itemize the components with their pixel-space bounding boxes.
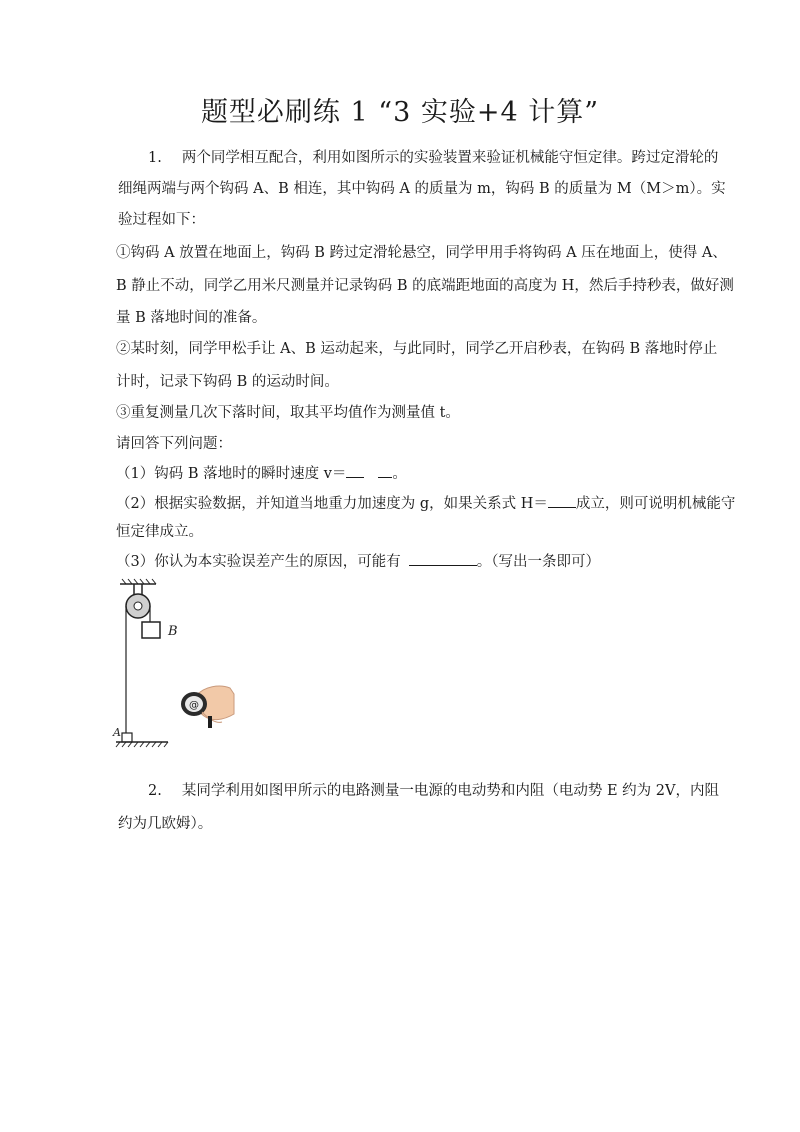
q1-step1-line-1: ①钩码 A 放置在地面上，钩码 B 跨过定滑轮悬空，同学甲用手将钩码 A 压在地面上，使得 A、 [116, 245, 727, 261]
page-title: 题型必刷练 1 “3 实验+4 计算” [200, 97, 600, 128]
q1-number: 1. [148, 150, 162, 166]
mass-b [142, 622, 160, 638]
answer-blank-1a[interactable] [346, 463, 364, 478]
label-a: A [113, 726, 121, 739]
q1-prompt: 请回答下列问题： [116, 436, 232, 452]
answer-blank-3[interactable] [409, 551, 477, 566]
answer-blank-1b[interactable] [378, 463, 392, 478]
q1-sub2-line-2: 恒定律成立。 [116, 524, 203, 540]
q1-intro-line-2: 细绳两端与两个钩码 A、B 相连，其中钩码 A 的质量为 m，钩码 B 的质量为 M（M＞m）。实 [118, 181, 726, 197]
q1-sub3: （3）你认为本实验误差产生的原因，可能有 。（写出一条即可） [116, 551, 600, 572]
stopwatch-hand-icon [181, 686, 234, 728]
ground [116, 742, 168, 747]
label-b: B [168, 624, 178, 639]
q1-step1-line-3: 量 B 落地时间的准备。 [116, 310, 267, 326]
answer-blank-2[interactable] [548, 493, 576, 508]
q1-intro-line-1: 1. 两个同学相互配合，利用如图所示的实验装置来验证机械能守恒定律。跨过定滑轮的 [148, 150, 719, 166]
pulley-apparatus-figure [112, 576, 242, 748]
q1-step3: ③重复测量几次下落时间，取其平均值作为测量值 t。 [116, 405, 460, 421]
q2-number: 2. [148, 783, 162, 799]
mass-a [122, 733, 132, 742]
q1-step2-line-1: ②某时刻，同学甲松手让 A、B 运动起来，与此同时，同学乙开启秒表，在钩码 B 落地时停止 [116, 341, 718, 357]
q1-step1-line-2: B 静止不动，同学乙用米尺测量并记录钩码 B 的底端距地面的高度为 H，然后手持秒表，做好测 [116, 278, 734, 294]
q2-line-1: 2. 某同学利用如图甲所示的电路测量一电源的电动势和内阻（电动势 E 约为 2V，内阻 [148, 783, 719, 799]
q1-sub2: （2）根据实验数据，并知道当地重力加速度为 g，如果关系式 H＝ 成立，则可说明机械能守 [116, 493, 735, 514]
q2-line-2: 约为几欧姆）。 [118, 816, 213, 832]
q1-sub1: （1）钩码 B 落地时的瞬时速度 v＝ 。 [116, 463, 407, 484]
svg-text:@: @ [189, 700, 199, 711]
q1-intro-line-3: 验过程如下： [118, 212, 205, 228]
q1-step2-line-2: 计时，记录下钩码 B 的运动时间。 [116, 374, 339, 390]
pulley-wheel [126, 594, 150, 618]
